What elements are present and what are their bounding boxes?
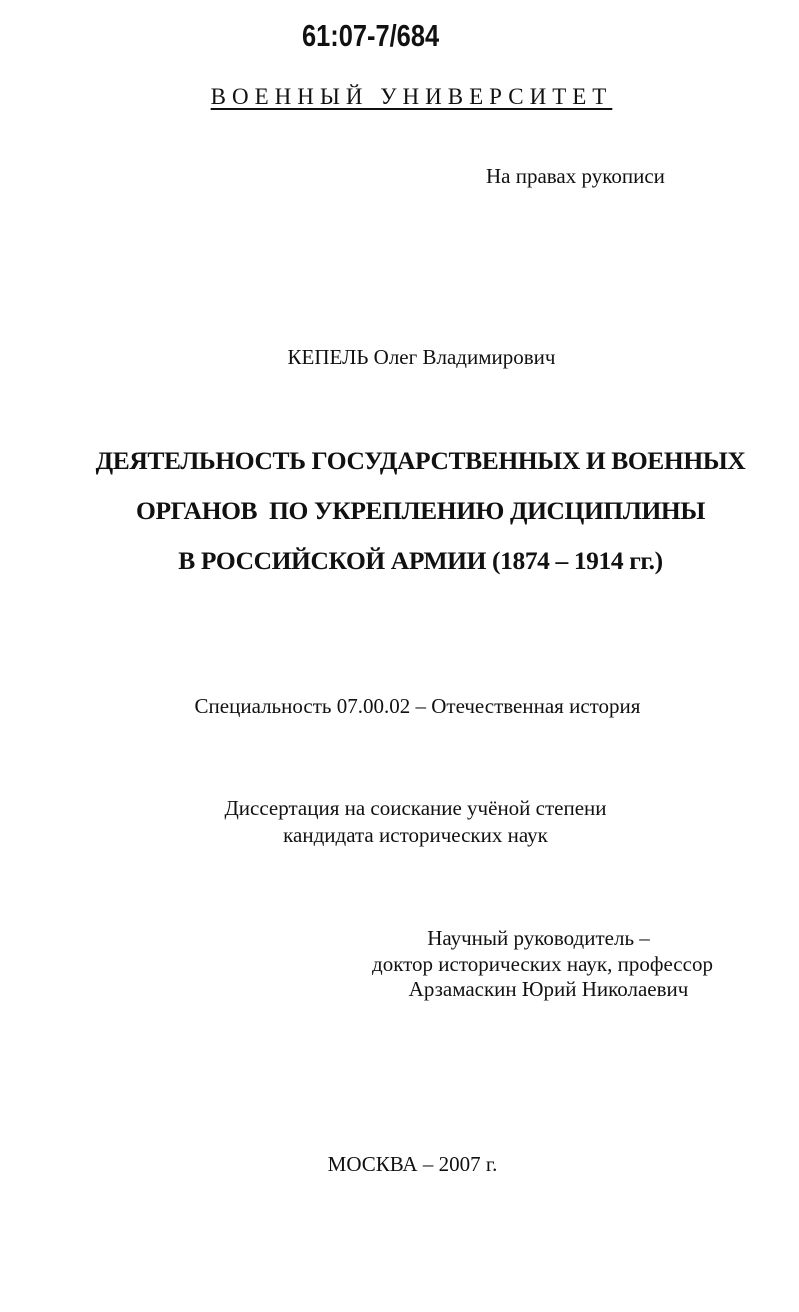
institution-name (0, 84, 799, 110)
institution-name-text: ВОЕННЫЙ УНИВЕРСИТЕТ (210, 84, 613, 109)
title-line-1: ДЕЯТЕЛЬНОСТЬ ГОСУДАРСТВЕННЫХ И ВОЕННЫХ (95, 446, 746, 475)
degree-line-2: кандидата исторических наук (283, 823, 548, 847)
degree-line-1: Диссертация на соискание учёной степени (224, 796, 607, 820)
specialty-line: Специальность 07.00.02 – Отечественная история (194, 694, 641, 718)
advisor-credentials: доктор исторических наук, профессор (372, 952, 713, 976)
advisor-name: Арзамаскин Юрий Николаевич (408, 977, 689, 1001)
library-stamp-number: 61:07-7/684 (302, 18, 440, 53)
title-line-3: В РОССИЙСКОЙ АРМИИ (1874 – 1914 гг.) (178, 546, 663, 575)
advisor-role: Научный руководитель – (427, 926, 650, 950)
manuscript-rights-note: На правах рукописи (486, 164, 665, 188)
title-line-2: ОРГАНОВ ПО УКРЕПЛЕНИЮ ДИСЦИПЛИНЫ (136, 496, 705, 525)
place-and-year: МОСКВА – 2007 г. (327, 1152, 498, 1176)
author-name: КЕПЕЛЬ Олег Владимирович (287, 345, 556, 369)
